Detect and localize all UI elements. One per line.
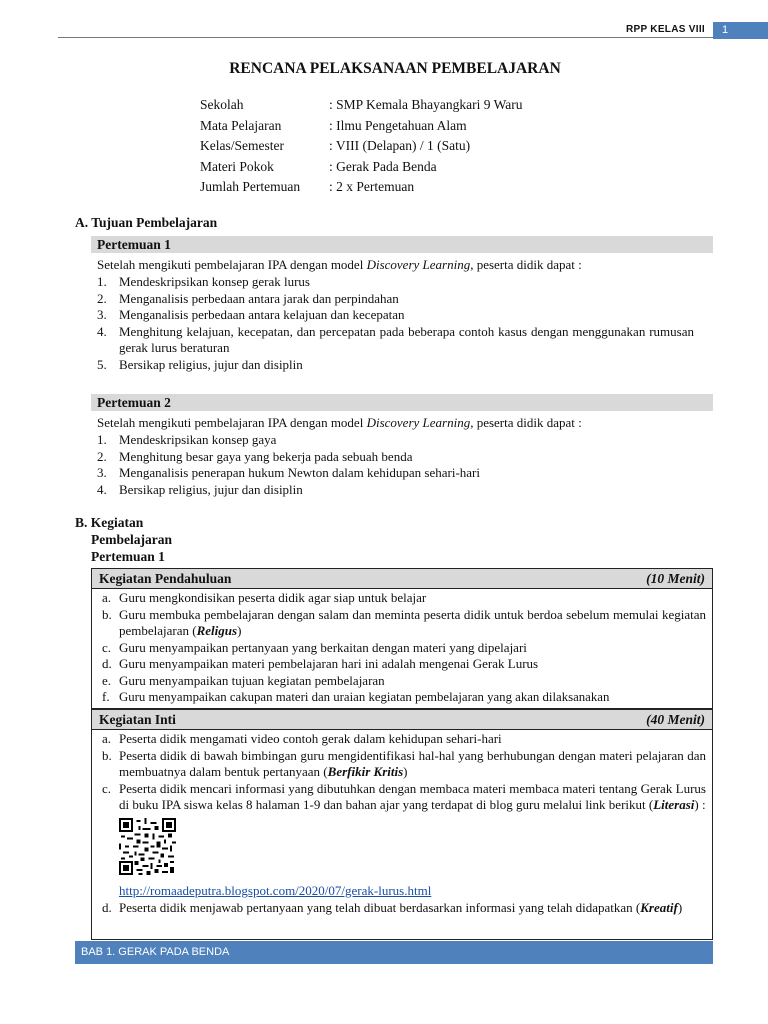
header-label: RPP KELAS VIII <box>625 24 705 35</box>
item-text: Menganalisis perbedaan antara kelajuan dan kecepatan <box>119 307 405 322</box>
intro-text: , peserta didik dapat : <box>470 415 582 430</box>
item-letter: c. <box>102 780 112 796</box>
item-letter: d. <box>102 656 112 671</box>
core-activity-list <box>92 730 712 916</box>
info-value: : Gerak Pada Benda <box>329 158 437 174</box>
activity-heading: Kegiatan Pendahuluan <box>99 570 232 586</box>
item-number: 5. <box>97 356 107 372</box>
meeting2-objectives <box>97 432 694 498</box>
item-text: Guru menyampaikan materi pembelajaran hari ini adalah mengenai Gerak Lurus <box>119 656 539 671</box>
footer-chapter: BAB 1. GERAK PADA BENDA <box>75 941 713 964</box>
item-text: Menganalisis perbedaan antara jarak dan perpindahan <box>119 290 399 306</box>
item-text: Guru mengkondisikan peserta didik agar siap untuk belajar <box>119 590 427 605</box>
list-item <box>97 291 694 308</box>
list-item <box>97 482 694 499</box>
info-row <box>200 136 523 157</box>
item-text: Peserta didik di bawah bimbingan guru mengidentifikasi hal-hal yang berhubungan dengan materi pelajaran dan membuatnya dalam bentuk pertanyaan ( <box>119 747 706 779</box>
item-text: Mendeskripsikan konsep gerak lurus <box>119 274 310 289</box>
blog-link[interactable]: http://romaadeputra.blogspot.com/2020/07/gerak-lurus.html <box>119 883 432 898</box>
list-item <box>97 274 694 291</box>
meeting1-bar: Pertemuan 1 <box>91 236 713 253</box>
list-item <box>102 689 706 706</box>
list-item <box>102 781 706 814</box>
meeting2-bar: Pertemuan 2 <box>91 394 713 411</box>
info-key: Jumlah Pertemuan <box>200 179 301 194</box>
activity-heading: Kegiatan Inti <box>99 711 176 727</box>
item-text: Guru menyampaikan cakupan materi dan uraian kegiatan pembelajaran yang akan dilaksanakan <box>119 690 610 704</box>
item-text: Peserta didik menjawab pertanyaan yang telah dibuat berdasarkan informasi yang telah didapatkan ( <box>119 899 641 915</box>
item-letter: a. <box>102 731 112 746</box>
list-item <box>102 673 706 690</box>
item-letter: b. <box>102 606 112 622</box>
list-item <box>102 607 706 640</box>
item-character-value: Berfikir Kritis <box>327 764 404 779</box>
meeting2-intro <box>97 415 582 432</box>
item-text: Bersikap religius, jujur dan disiplin <box>119 481 303 497</box>
item-text: Peserta didik mengamati video contoh gerak dalam kehidupan sehari-hari <box>119 731 502 746</box>
info-row <box>200 95 523 116</box>
item-text: Mendeskripsikan konsep gaya <box>119 432 277 447</box>
item-text: Menghitung kelajuan, kecepatan, dan percepatan pada beberapa contoh kasus dengan menggunakan rumusan gerak lurus beraturan <box>119 323 694 355</box>
list-item <box>102 590 706 607</box>
page-title: RENCANA PELAKSANAAN PEMBELAJARAN <box>229 60 561 77</box>
item-text: ) <box>677 899 683 915</box>
core-activity-header <box>92 710 712 730</box>
intro-text: Setelah mengikuti pembelajaran IPA dengan model <box>97 257 367 272</box>
item-text: Guru membuka pembelajaran dengan salam dan meminta peserta didik untuk berdoa sebelum memulai kegiatan pembelajaran ( <box>119 606 706 638</box>
item-text: ) : <box>694 797 706 812</box>
activity-duration: (10 Menit) <box>646 570 705 586</box>
item-letter: c. <box>102 639 112 655</box>
info-key: Sekolah <box>200 97 244 112</box>
intro-text: Setelah mengikuti pembelajaran IPA dengan model <box>97 415 367 430</box>
list-item <box>97 307 694 324</box>
list-item <box>102 731 706 748</box>
item-character-value: Kreatif <box>640 899 678 915</box>
page-number: 1 <box>713 22 768 39</box>
list-item <box>102 900 706 917</box>
item-number: 1. <box>97 432 107 447</box>
intro-text: , peserta didik dapat : <box>470 257 582 272</box>
item-letter: e. <box>102 672 112 688</box>
item-text: Guru menyampaikan tujuan kegiatan pembelajaran <box>119 672 385 688</box>
list-item <box>102 640 706 657</box>
item-text: Guru menyampaikan pertanyaan yang berkaitan dengan materi yang dipelajari <box>119 639 527 655</box>
intro-model: Discovery Learning <box>366 415 471 430</box>
intro-model: Discovery Learning <box>366 257 471 272</box>
item-text: Menghitung besar gaya yang bekerja pada sebuah benda <box>119 448 413 464</box>
item-text: ) <box>237 623 242 638</box>
info-row <box>200 177 523 198</box>
qr-code-icon <box>119 818 176 875</box>
info-key: Kelas/Semester <box>200 138 284 153</box>
item-number: 4. <box>97 481 107 497</box>
info-value: : 2 x Pertemuan <box>329 179 415 194</box>
info-row <box>200 157 523 178</box>
info-value: : SMP Kemala Bhayangkari 9 Waru <box>329 97 523 112</box>
info-value: : Ilmu Pengetahuan Alam <box>329 117 467 133</box>
section-b-meeting: Pertemuan 1 <box>91 549 165 564</box>
list-item <box>102 748 706 781</box>
item-text: Menganalisis penerapan hukum Newton dalam kehidupan sehari-hari <box>119 465 480 480</box>
list-item <box>97 357 694 374</box>
list-item <box>97 449 694 466</box>
item-number: 4. <box>97 323 107 339</box>
intro-activity-box <box>91 568 713 709</box>
header-rule <box>58 37 713 38</box>
info-value: : VIII (Delapan) / 1 (Satu) <box>329 138 471 153</box>
item-letter: d. <box>102 899 112 915</box>
item-letter: b. <box>102 747 112 763</box>
activity-duration: (40 Menit) <box>646 711 705 727</box>
item-character-value: Literasi <box>653 797 695 812</box>
item-text: Peserta didik mencari informasi yang dibutuhkan dengan membaca materi membaca materi tentang Gerak Lurus di buku IPA siswa kelas 8 halaman 1-9 dan bahan ajar yang terdapat di blog guru melalui link berikut ( <box>119 780 706 812</box>
core-activity-box <box>91 709 713 940</box>
list-item <box>102 656 706 673</box>
info-key: Materi Pokok <box>200 158 274 174</box>
info-table <box>200 95 523 198</box>
item-text: ) <box>403 764 408 779</box>
info-row <box>200 116 523 137</box>
item-number: 2. <box>97 448 107 464</box>
section-b-title: B. Kegiatan <box>75 515 144 530</box>
item-letter: f. <box>102 689 110 704</box>
list-item <box>97 324 694 357</box>
section-a-title: A. Tujuan Pembelajaran <box>75 215 218 230</box>
list-item <box>97 432 694 449</box>
item-number: 3. <box>97 465 107 480</box>
meeting1-objectives <box>97 274 694 373</box>
list-item <box>97 465 694 482</box>
item-number: 2. <box>97 290 107 306</box>
item-text: Bersikap religius, jujur dan disiplin <box>119 356 303 372</box>
meeting1-intro <box>97 257 582 274</box>
intro-activity-list <box>92 589 712 706</box>
item-number: 1. <box>97 274 107 289</box>
qr-block <box>102 814 706 900</box>
section-b-subtitle: Pembelajaran <box>91 532 172 547</box>
item-letter: a. <box>102 590 112 605</box>
item-character-value: Religus <box>196 623 238 638</box>
info-key: Mata Pelajaran <box>200 117 282 133</box>
item-number: 3. <box>97 307 107 322</box>
intro-activity-header <box>92 569 712 589</box>
